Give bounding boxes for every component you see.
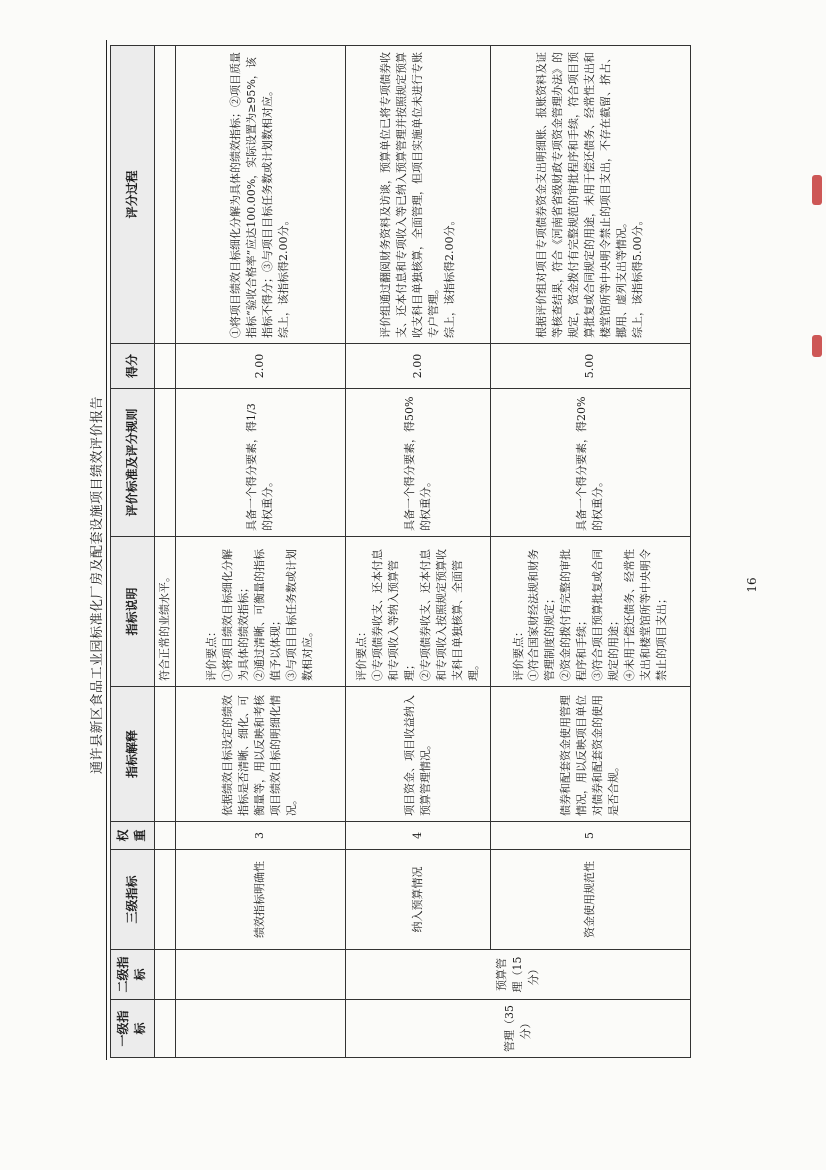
header-rule [106, 40, 107, 1060]
table-row [175, 46, 345, 1058]
col-header: 二级指标 [111, 950, 155, 1000]
cell-process: 评价组通过翻阅财务资料及访谈，预算单位已将专项债券收支、还本付息和专项收入等已纳入预算管理并按照规定预算收支科目单独核算，全面管理，但项目实施单位未进行专账专户管理。 综上，该指标得2.00分。 [345, 46, 490, 344]
cell-weight: 3 [175, 822, 345, 850]
col-header: 指标解释 [111, 687, 155, 822]
cell-level3: 绩效指标明确性 [175, 850, 345, 950]
cell-level2: 预算管理（15分） [345, 950, 690, 1000]
col-header: 评价标准及评分规则 [111, 389, 155, 537]
page-number: 16 [745, 577, 759, 593]
cell-level3: 纳入预算情况 [345, 850, 490, 950]
cell-rule: 具备一个得分要素，得50%的权重分。 [345, 389, 490, 537]
col-header: 三级指标 [111, 850, 155, 950]
cell-rule: 具备一个得分要素，得20%的权重分。 [490, 389, 690, 537]
table-row [154, 46, 175, 1058]
col-header: 一级指标 [111, 1000, 155, 1058]
col-header: 得分 [111, 344, 155, 389]
cell-weight: 5 [490, 822, 690, 850]
cell-level1: 管理（35分） [345, 1000, 690, 1058]
cell-process: ①将项目绩效目标细化分解为具体的绩效指标；②项目质量指标“验收合格率”应达100.00%，实际设置为≥95%，该指标不得分；③与项目目标任务数或计划数相对应。 综上，该指标得2.00分。 [175, 46, 345, 344]
col-header: 指标说明 [111, 537, 155, 687]
cell-rule: 具备一个得分要素，得1/3的权重分。 [175, 389, 345, 537]
col-header: 评分过程 [111, 46, 155, 344]
evaluation-table [110, 45, 691, 1058]
stamp-mark [812, 175, 822, 205]
table-header-row [111, 46, 155, 1058]
table-row [345, 46, 490, 1058]
cell-level1 [175, 1000, 345, 1058]
cell-score: 2.00 [175, 344, 345, 389]
cell-desc: 评价要点： ①将项目绩效目标细化分解为具体的绩效指标； ②通过清晰、可衡量的指标值予以体现； ③与项目目标任务数或计划数相对应。 [175, 537, 345, 687]
cell-desc: 符合正常的业绩水平。 [154, 537, 175, 687]
table-row [490, 46, 690, 1058]
cell-explain: 债券和配套资金使用管理情况，用以反映项目单位对债券和配套资金的使用是否合规。 [490, 687, 690, 822]
cell-score: 5.00 [490, 344, 690, 389]
page-header: 通许县新区食品工业园标准化厂房及配套设施项目绩效评价报告 [90, 396, 105, 775]
cell-weight: 4 [345, 822, 490, 850]
cell-level2 [175, 950, 345, 1000]
cell-explain: 依据绩效目标设定的绩效指标是否清晰、细化、可衡量等，用以反映和考核项目绩效目标的明细化情况。 [175, 687, 345, 822]
cell-process: 根据评价组对项目专项债券资金支出明细账、报账资料及证等核查结果，符合《河南省省级财政专项资金管理办法》的规定，资金拨付有完整规范的审批程序和手续，符合项目预算批复或合同规定的用途，未用于偿还债务、经常性支出和楼堂馆所等中央明令禁止的项目支出，不存在截留、挤占、挪用、虚列支出等情况。 综上，该指标得5.00分。 [490, 46, 690, 344]
cell-desc: 评价要点： ①符合国家财经法规和财务管理制度的规定； ②资金的拨付有完整的审批程序和手续； ③符合项目预算批复或合同规定的用途； ④未用于偿还债务、经常性支出和楼堂馆所等中央明令禁止的项目支出； [490, 537, 690, 687]
stamp-mark [812, 335, 822, 357]
cell-explain: 项目资金、项目收益纳入预算管理情况。 [345, 687, 490, 822]
cell-level3: 资金使用规范性 [490, 850, 690, 950]
cell-desc: 评价要点： ①专项债券收支、还本付息和专项收入等纳入预算管理； ②专项债券收支、还本付息和专项收入按照规定预算收支科目单独核算、全面管理。 [345, 537, 490, 687]
cell-score: 2.00 [345, 344, 490, 389]
col-header: 权重 [111, 822, 155, 850]
